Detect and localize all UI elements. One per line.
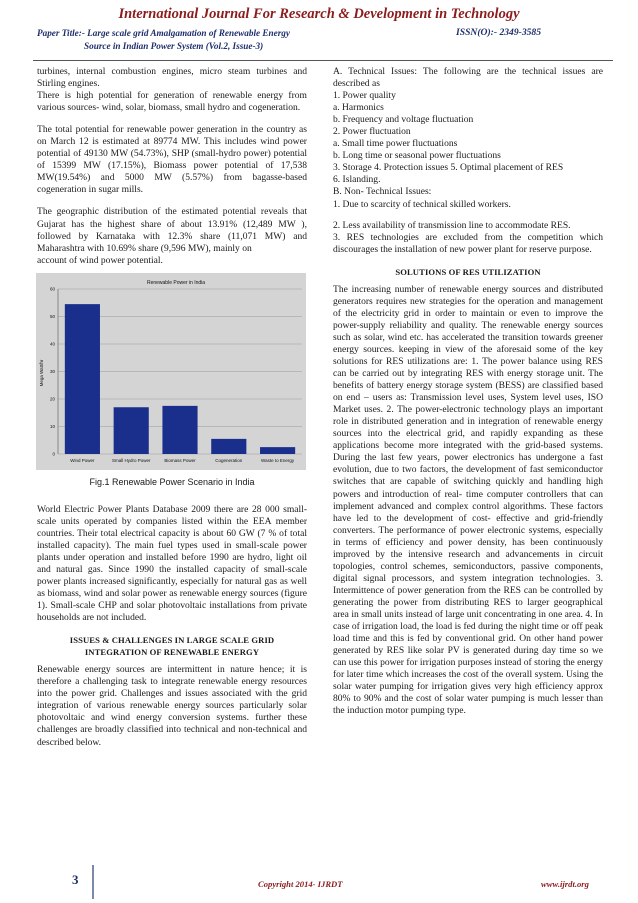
footer-divider	[92, 865, 94, 899]
list-item: B. Non- Technical Issues:	[333, 186, 432, 198]
bar	[162, 406, 197, 454]
paragraph: World Electric Power Plants Database 2009 there are 28 000 small-scale units operated by companies listed within the EEA member countries. Their total electrical capacity is about 60 GW (7 % of total installed capacity). The main fuel types used in small-scale power plants under operation and installed before 1990 are hydro, light oil and natural gas. Since 1990 the installed capacity of small-scale power plants increased significantly, especially for natural gas as well as biomass, wind and solar power as renewable energy sources (figure 1). Small-scale CHP and solar photovoltaic installations from private households are not included.	[37, 503, 307, 624]
left-column	[37, 66, 307, 759]
y-tick-label: 50	[49, 313, 55, 319]
chart-title: Renewable Power in India	[146, 279, 206, 286]
y-tick-label: 10	[49, 423, 55, 429]
issues-list	[333, 90, 603, 210]
x-tick-label: Wind Power	[70, 457, 95, 463]
paper-title-line2: Source in Indian Power System (Vol.2, Issue-3)	[84, 40, 264, 51]
paragraph: A. Technical Issues: The following are the technical issues are described as	[333, 66, 603, 90]
chart-y-label: Mega Watt/hr	[39, 359, 44, 387]
paragraph: 3. RES technologies are excluded from the competition which discourages the installation of new power plant for reserve purpose.	[333, 231, 603, 255]
paragraph: turbines, internal combustion engines, micro steam turbines and Stirling engines.	[37, 66, 307, 90]
section-heading: SOLUTIONS OF RES UTILIZATION	[395, 266, 541, 277]
x-tick-label: Cogeneration	[215, 457, 243, 463]
y-tick-label: 20	[49, 396, 55, 402]
issn: ISSN(O):- 2349-3585	[456, 27, 542, 38]
list-item: 1. Due to scarcity of technical skilled workers.	[333, 198, 511, 210]
figure-caption: Fig.1 Renewable Power Scenario in India	[89, 476, 255, 487]
right-column	[333, 66, 603, 727]
list-item: 1. Power quality	[333, 90, 396, 102]
paragraph: 2. Less availability of transmission line to accommodate RES.	[333, 219, 571, 231]
list-item: 6. Islanding.	[333, 174, 381, 186]
footer-url[interactable]: www.ijrdt.org	[541, 879, 589, 889]
paragraph: The geographic distribution of the estimated potential reveals that Gujarat has the highest share of about 13.91% (12,489 MW ), followed by Karnataka with 12.3% share (11,071 MW) and Maharashtra with 10.69% share (9,596 MW), mainly on	[37, 206, 307, 254]
bar	[65, 304, 100, 454]
paper-title-line1: Paper Title:- Large scale grid Amalgamation of Renewable Energy	[37, 28, 290, 38]
journal-title: International Journal For Research & Development in Technology	[118, 6, 520, 22]
chart-figure	[36, 273, 306, 470]
bar	[260, 447, 295, 454]
section-heading	[37, 634, 307, 658]
x-tick-label: Small Hydro Power	[111, 457, 151, 463]
paragraph: Renewable energy sources are intermittent in nature hence; it is therefore a challenging task to integrate renewable energy resources into the power grid. Challenges and issues associated with the grid integration of various renewable energy sources particularly solar photovoltaic and wind energy conversion systems. further these challenges are broadly classified into technical and non-technical and described below.	[37, 664, 307, 748]
list-item: a. Harmonics	[333, 102, 384, 114]
section-heading-line2: INTEGRATION OF RENEWABLE ENERGY	[84, 647, 260, 658]
paragraph: account of wind power potential.	[37, 254, 163, 266]
bar	[211, 439, 246, 454]
list-item: 3. Storage 4. Protection issues 5. Optimal placement of RES	[333, 162, 564, 174]
page-number: 3	[72, 872, 79, 887]
paragraph: There is high potential for generation of renewable energy from various sources- wind, solar, biomass, small hydro and cogeneration.	[37, 90, 307, 114]
x-tick-label: Waste to Energy	[261, 457, 295, 463]
y-tick-label: 60	[49, 286, 55, 292]
list-item: b. Frequency and voltage fluctuation	[333, 114, 474, 126]
list-item: b. Long time or seasonal power fluctuations	[333, 150, 501, 162]
bar-chart	[36, 273, 306, 470]
bar	[114, 407, 149, 454]
list-item: a. Small time power fluctuations	[333, 138, 458, 150]
y-tick-label: 40	[49, 341, 55, 347]
list-item: 2. Power fluctuation	[333, 126, 411, 138]
footer-copyright: Copyright 2014- IJRDT	[258, 879, 343, 889]
y-tick-label: 0	[52, 451, 55, 457]
y-tick-label: 30	[49, 368, 55, 374]
paper-title	[37, 27, 327, 52]
paragraph: The total potential for renewable power generation in the country as on March 12 is estimated at 89774 MW. This includes wind power potential of 49130 MW (54.73%), SHP (small-hydro power) potential of 15399 MW (17.15%), Biomass power potential of 17,538 MW(19.54%) and 5000 MW (5.57%) from bagasse-based cogeneration in sugar mills.	[37, 124, 307, 196]
header-rule	[33, 60, 613, 61]
paragraph: The increasing number of renewable energy sources and distributed generators requires new strategies for the operation and management of the electricity grid in order to maintain or even to improve the power-supply reliability and quality. The renewable energy sources such as solar, wind etc. has accelerated the transition towards greener energy sources. keeping in view of the aforesaid some of the key solutions for RES utilizations are: 1. The power balance using RES can be carried out by integrating RES with energy storage unit. The benefits of battery energy storage system (BESS) are classified based on end – users as: Transmission level uses, System level uses, ISO Market uses. 2. The power-electronic technology plays an important role in distributed generation and in integration of renewable energy sources into the electrical grid, and rapidly expanding as these applications become more integrated with the grid-based systems. During the last few years, power electronics has undergone a fast evolution, due to two factors, the development of fast semiconductor switches that are capable of switching quickly and handling high powers and introduction of real- time computer controllers that can implement advanced and complex control algorithms. These factors have led to the development of cost- effective and grid-friendly converters. The performance of power electronic systems, especially in terms of efficiency and power density, has been continuously improved by the intensive research and advancements in circuit topologies, control schemes, semiconductors, passive components, digital signal processors, and system integration technologies. 3. Intermittence of power generation from the RES can be controlled by generating the power from distributing RES to larger geographical area in small units instead of large unit concentrating in one area. 4. In case of irrigation load, the load is fed during the night time or off peak load time and this is fed by conventional grid. On other hand power generated by RES like solar PV is generated during day time so we can use this power for irrigation purposes instead of storing the energy for later time which increases the cost of the overall system. Using the solar water pumping for irrigation gives very high efficiency approx 80% to 90% and the cost of solar water pumping is much lesser than the induction motor pumping type.	[333, 283, 603, 717]
section-heading-line1: ISSUES & CHALLENGES IN LARGE SCALE GRID	[69, 635, 275, 646]
x-tick-label: Biomass Power	[164, 457, 196, 463]
